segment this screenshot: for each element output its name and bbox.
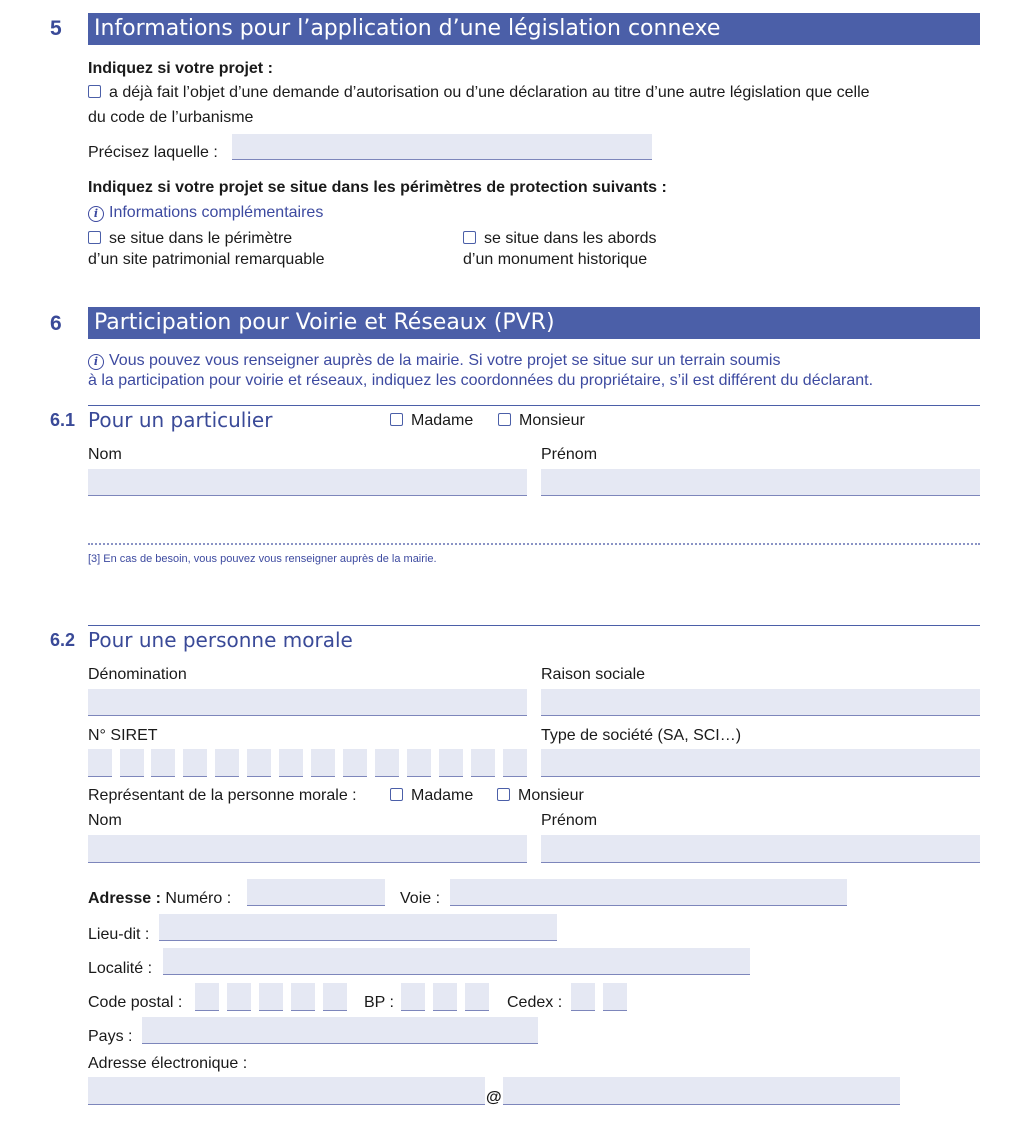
site-patrimonial-label: se situe dans le périmètre [109, 230, 293, 247]
code-postal-digit-box[interactable] [227, 983, 251, 1011]
info-link[interactable] [88, 204, 323, 222]
sub62-number: 6.2 [50, 630, 76, 650]
code-postal-label: Code postal : [88, 994, 183, 1011]
siret-digit-box[interactable] [151, 749, 175, 777]
siret-digit-box[interactable] [311, 749, 335, 777]
denomination-field[interactable] [88, 689, 527, 716]
siret-digit-box[interactable] [375, 749, 399, 777]
pvr-info-line1: i Vous pouvez vous renseigner auprès de la mairie. Si votre projet se situe sur un terrain soumis [88, 352, 780, 370]
section-6-title: Participation pour Voirie et Réseaux (PVR) [88, 307, 980, 339]
siret-digit-box[interactable] [343, 749, 367, 777]
footnote: [3] En cas de besoin, vous pouvez vous renseigner auprès de la mairie. [88, 553, 437, 565]
sub62-divider [88, 625, 980, 626]
code-postal-digit-box[interactable] [323, 983, 347, 1011]
site-patrimonial-label-cont: d’un site patrimonial remarquable [88, 251, 325, 268]
monument-label: se situe dans les abords [484, 230, 657, 247]
cedex-digit-box[interactable] [571, 983, 595, 1011]
madame-checkbox[interactable] [390, 413, 403, 426]
sub61-title: Pour un particulier [88, 408, 273, 432]
siret-boxes [88, 749, 527, 777]
email-domain-field[interactable] [503, 1077, 900, 1105]
info-icon: i [88, 354, 104, 370]
siret-digit-box[interactable] [503, 749, 527, 777]
monsieur-checkbox[interactable] [497, 788, 510, 801]
pays-field[interactable] [142, 1017, 538, 1044]
sub61-prenom-label: Prénom [541, 446, 598, 463]
madame-checkbox[interactable] [390, 788, 403, 801]
info-link-label: Informations complémentaires [109, 204, 324, 221]
footnote-divider [88, 543, 980, 545]
sub61-nom-label: Nom [88, 446, 122, 463]
raison-sociale-field[interactable] [541, 689, 980, 716]
monument-checkbox[interactable] [463, 231, 476, 244]
adresse-label: Adresse : Numéro : [88, 890, 232, 907]
sub61-madame-option[interactable]: Madame [390, 412, 473, 430]
protection-question-label: Indiquez si votre projet se situe dans les périmètres de protection suivants : [88, 179, 667, 196]
site-patrimonial-checkbox[interactable] [88, 231, 101, 244]
sub62-nom-label: Nom [88, 812, 122, 829]
section-6-number: 6 [50, 312, 62, 335]
legislation-option-label-cont: du code de l’urbanisme [88, 109, 254, 126]
voie-field[interactable] [450, 879, 847, 906]
representant-label: Représentant de la personne morale : [88, 787, 357, 804]
section-5-number: 5 [50, 17, 62, 40]
siret-digit-box[interactable] [120, 749, 144, 777]
bp-digit-box[interactable] [433, 983, 457, 1011]
lieu-dit-label: Lieu-dit : [88, 926, 150, 943]
precise-label: Précisez laquelle : [88, 144, 218, 161]
legislation-option[interactable] [88, 84, 870, 102]
email-label: Adresse électronique : [88, 1055, 248, 1072]
pvr-info-line2: à la participation pour voirie et réseaux, indiquez les coordonnées du propriétaire, s’il est différent du déclarant. [88, 372, 874, 389]
code-postal-digit-box[interactable] [291, 983, 315, 1011]
site-patrimonial-option[interactable] [88, 230, 292, 248]
siret-digit-box[interactable] [183, 749, 207, 777]
siret-digit-box[interactable] [407, 749, 431, 777]
monsieur-checkbox[interactable] [498, 413, 511, 426]
raison-sociale-label: Raison sociale [541, 666, 646, 683]
bp-digit-box[interactable] [465, 983, 489, 1011]
code-postal-digit-box[interactable] [259, 983, 283, 1011]
localite-field[interactable] [163, 948, 750, 975]
type-societe-field[interactable] [541, 749, 980, 777]
siret-digit-box[interactable] [279, 749, 303, 777]
cedex-digit-box[interactable] [603, 983, 627, 1011]
code-postal-digit-box[interactable] [195, 983, 219, 1011]
legislation-option-label: a déjà fait l’objet d’une demande d’autorisation ou d’une déclaration au titre d’une autre législation que celle [109, 84, 870, 101]
sub62-monsieur-option[interactable]: Monsieur [497, 787, 584, 805]
sub61-prenom-field[interactable] [541, 469, 980, 496]
legislation-checkbox[interactable] [88, 85, 101, 98]
info-icon: i [88, 206, 104, 222]
at-sign: @ [486, 1089, 502, 1106]
sub62-prenom-label: Prénom [541, 812, 598, 829]
sub62-nom-field[interactable] [88, 835, 527, 863]
sub62-title: Pour une personne morale [88, 628, 353, 652]
cedex-label: Cedex : [507, 994, 563, 1011]
monument-option[interactable] [463, 230, 657, 248]
project-question-label: Indiquez si votre projet : [88, 60, 273, 77]
email-user-field[interactable] [88, 1077, 485, 1105]
pays-label: Pays : [88, 1028, 133, 1045]
sub61-number: 6.1 [50, 410, 76, 430]
sub62-madame-option[interactable]: Madame [390, 787, 473, 805]
siret-digit-box[interactable] [247, 749, 271, 777]
precise-field[interactable] [232, 134, 652, 160]
siret-label: N° SIRET [88, 727, 158, 744]
siret-digit-box[interactable] [215, 749, 239, 777]
voie-label: Voie : [400, 890, 441, 907]
lieu-dit-field[interactable] [159, 914, 557, 941]
type-societe-label: Type de société (SA, SCI…) [541, 727, 742, 744]
monument-label-cont: d’un monument historique [463, 251, 648, 268]
numero-field[interactable] [247, 879, 385, 906]
localite-label: Localité : [88, 960, 153, 977]
bp-label: BP : [364, 994, 394, 1011]
siret-digit-box[interactable] [88, 749, 112, 777]
sub62-prenom-field[interactable] [541, 835, 980, 863]
sub61-monsieur-option[interactable]: Monsieur [498, 412, 585, 430]
bp-digit-box[interactable] [401, 983, 425, 1011]
section-5-title: Informations pour l’application d’une législation connexe [88, 13, 980, 45]
denomination-label: Dénomination [88, 666, 187, 683]
sub61-nom-field[interactable] [88, 469, 527, 496]
sub61-divider [88, 405, 980, 406]
siret-digit-box[interactable] [439, 749, 463, 777]
siret-digit-box[interactable] [471, 749, 495, 777]
